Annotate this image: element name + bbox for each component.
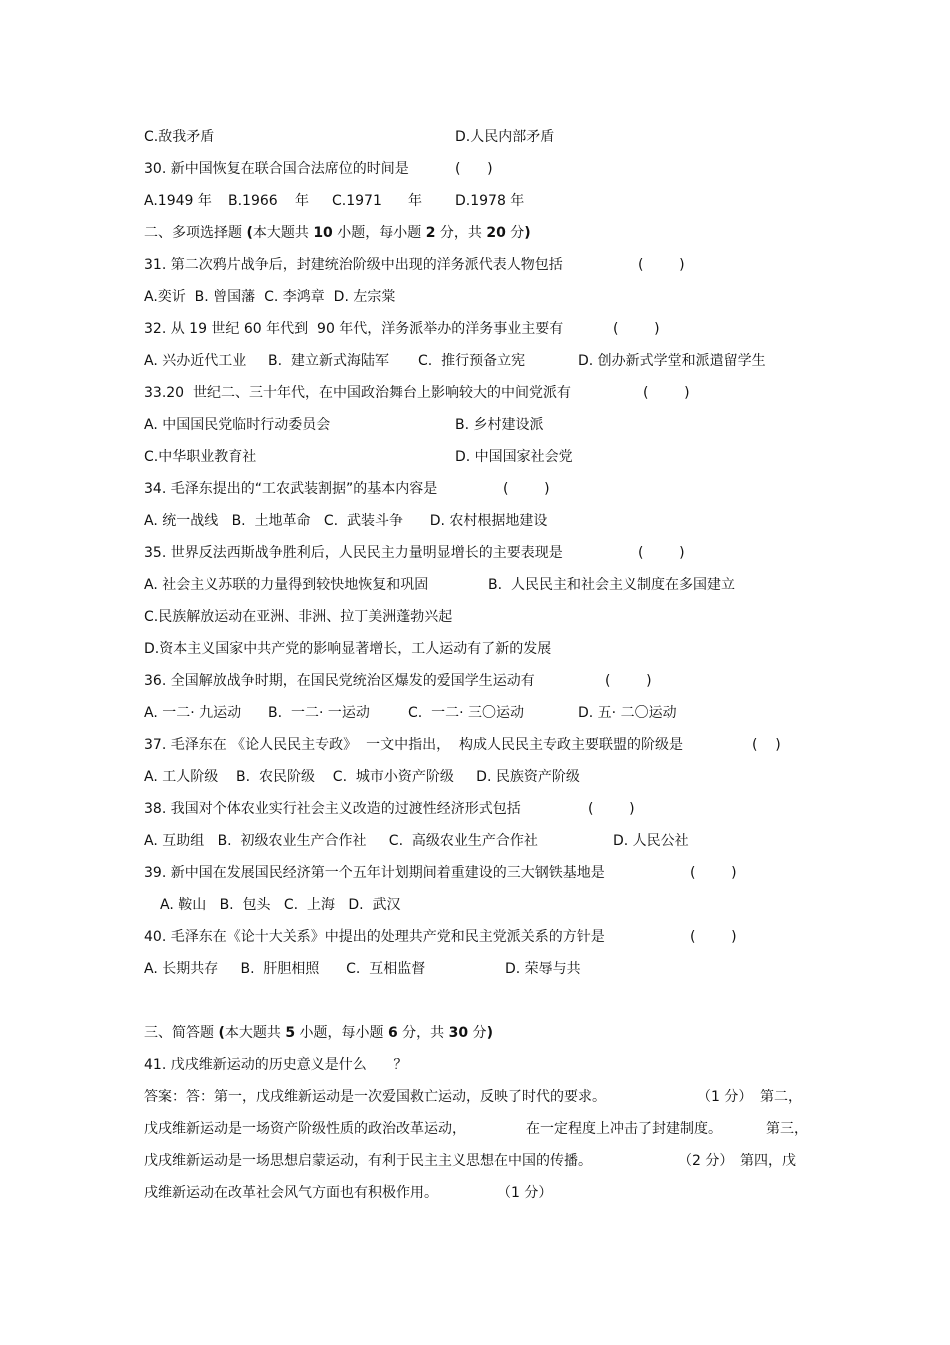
q35-paren: ( ) bbox=[638, 545, 685, 561]
q37-stem: 37. 毛泽东在 《论人民民主专政》 一文中指出， 构成人民民主专政主要联盟的阶级是 bbox=[144, 737, 683, 753]
q30-option-c-unit: 年 bbox=[408, 193, 422, 209]
q31-options: A.奕䜣 B. 曾国藩 C. 李鸿章 D. 左宗棠 bbox=[144, 289, 396, 305]
q34-stem: 34. 毛泽东提出的“工农武装割据”的基本内容是 bbox=[144, 481, 438, 497]
q37-options: A. 工人阶级 B. 农民阶级 C. 城市小资产阶级 D. 民族资产阶级 bbox=[144, 769, 580, 785]
q38-options-abc: A. 互助组 B. 初级农业生产合作社 C. 高级农业生产合作社 bbox=[144, 833, 538, 849]
q30-option-b: B.1966 bbox=[228, 193, 278, 209]
q29-option-d: D.人民内部矛盾 bbox=[455, 129, 555, 145]
q36-option-b: B. 一二· 一运动 bbox=[268, 705, 370, 721]
q33-option-d: D. 中国国家社会党 bbox=[455, 449, 573, 465]
q37-paren: ( ) bbox=[752, 737, 781, 753]
q39-options: A. 鞍山 B. 包头 C. 上海 D. 武汉 bbox=[160, 897, 401, 913]
q38-option-d: D. 人民公社 bbox=[613, 833, 689, 849]
q32-stem: 32. 从 19 世纪 60 年代到 90 年代，洋务派举办的洋务事业主要有 bbox=[144, 321, 564, 337]
q41-answer-line-1-end: 第二， bbox=[760, 1089, 802, 1105]
q36-option-a: A. 一二· 九运动 bbox=[144, 705, 242, 721]
q41-answer-line-3-end: 第四，戊 bbox=[740, 1153, 796, 1169]
q39-stem: 39. 新中国在发展国民经济第一个五年计划期间着重建设的三大钢铁基地是 bbox=[144, 865, 605, 881]
q35-option-d: D.资本主义国家中共产党的影响显著增长，工人运动有了新的发展 bbox=[144, 641, 552, 657]
q32-paren: ( ) bbox=[613, 321, 660, 337]
q41-answer-line-4-score: （1 分） bbox=[497, 1185, 553, 1201]
q30-option-d: D.1978 年 bbox=[455, 193, 525, 209]
q38-stem: 38. 我国对个体农业实行社会主义改造的过渡性经济形式包括 bbox=[144, 801, 521, 817]
q41-stem: 41. 戊戌维新运动的历史意义是什么 ？ bbox=[144, 1057, 408, 1073]
q36-option-c: C. 一二· 三〇运动 bbox=[408, 705, 525, 721]
q29-option-c: C.敌我矛盾 bbox=[144, 129, 215, 145]
q40-options-abc: A. 长期共存 B. 肝胆相照 C. 互相监督 bbox=[144, 961, 426, 977]
q30-option-a: A.1949 年 bbox=[144, 193, 212, 209]
q30-stem: 30. 新中国恢复在联合国合法席位的时间是 bbox=[144, 161, 409, 177]
q38-paren: ( ) bbox=[588, 801, 635, 817]
q40-option-d: D. 荣辱与共 bbox=[505, 961, 581, 977]
q36-stem: 36. 全国解放战争时期，在国民党统治区爆发的爱国学生运动有 bbox=[144, 673, 535, 689]
q34-options: A. 统一战线 B. 土地革命 C. 武装斗争 D. 农村根据地建设 bbox=[144, 513, 548, 529]
q32-option-d: D. 创办新式学堂和派遣留学生 bbox=[578, 353, 766, 369]
q35-stem: 35. 世界反法西斯战争胜利后，人民民主力量明显增长的主要表现是 bbox=[144, 545, 563, 561]
q40-paren: ( ) bbox=[690, 929, 737, 945]
section-3-heading: 三、简答题 (本大题共 5 小题，每小题 6 分，共 30 分) bbox=[144, 1025, 493, 1041]
q33-option-a: A. 中国国民党临时行动委员会 bbox=[144, 417, 331, 433]
q33-option-c: C.中华职业教育社 bbox=[144, 449, 257, 465]
q32-option-a: A. 兴办近代工业 bbox=[144, 353, 247, 369]
q30-option-b-unit: 年 bbox=[295, 193, 309, 209]
q35-option-c: C.民族解放运动在亚洲、非洲、拉丁美洲蓬勃兴起 bbox=[144, 609, 453, 625]
q34-paren: ( ) bbox=[503, 481, 550, 497]
q41-answer-line-2: 戊戌维新运动是一场资产阶级性质的政治改革运动， bbox=[144, 1121, 466, 1137]
q33-stem: 33.20 世纪二、三十年代，在中国政治舞台上影响较大的中间党派有 bbox=[144, 385, 571, 401]
q35-option-b: B. 人民民主和社会主义制度在多国建立 bbox=[488, 577, 735, 593]
section-2-heading: 二、多项选择题 (本大题共 10 小题，每小题 2 分，共 20 分) bbox=[144, 225, 531, 241]
q41-answer-line-1-score: （1 分） bbox=[697, 1089, 753, 1105]
q41-answer-line-3-score: （2 分） bbox=[678, 1153, 734, 1169]
q33-option-b: B. 乡村建设派 bbox=[455, 417, 544, 433]
q31-stem: 31. 第二次鸦片战争后，封建统治阶级中出现的洋务派代表人物包括 bbox=[144, 257, 563, 273]
q30-option-c: C.1971 bbox=[332, 193, 382, 209]
q41-answer-line-3: 戊戌维新运动是一场思想启蒙运动，有利于民主主义思想在中国的传播。 bbox=[144, 1153, 592, 1169]
q39-paren: ( ) bbox=[690, 865, 737, 881]
q30-paren: ( ) bbox=[455, 161, 493, 177]
q36-paren: ( ) bbox=[605, 673, 652, 689]
q41-answer-line-2-mid: 在一定程度上冲击了封建制度。 bbox=[526, 1121, 722, 1137]
q33-paren: ( ) bbox=[643, 385, 690, 401]
q32-option-c: C. 推行预备立宪 bbox=[418, 353, 526, 369]
q41-answer-line-4: 戌维新运动在改革社会风气方面也有积极作用。 bbox=[144, 1185, 438, 1201]
q40-stem: 40. 毛泽东在《论十大关系》中提出的处理共产党和民主党派关系的方针是 bbox=[144, 929, 605, 945]
q32-option-b: B. 建立新式海陆军 bbox=[268, 353, 389, 369]
q41-answer-line-2-end: 第三， bbox=[766, 1121, 808, 1137]
q36-option-d: D. 五· 二〇运动 bbox=[578, 705, 677, 721]
q31-paren: ( ) bbox=[638, 257, 685, 273]
q41-answer-line-1: 答案：答：第一，戊戌维新运动是一次爱国救亡运动，反映了时代的要求。 bbox=[144, 1089, 606, 1105]
q35-option-a: A. 社会主义苏联的力量得到较快地恢复和巩固 bbox=[144, 577, 429, 593]
